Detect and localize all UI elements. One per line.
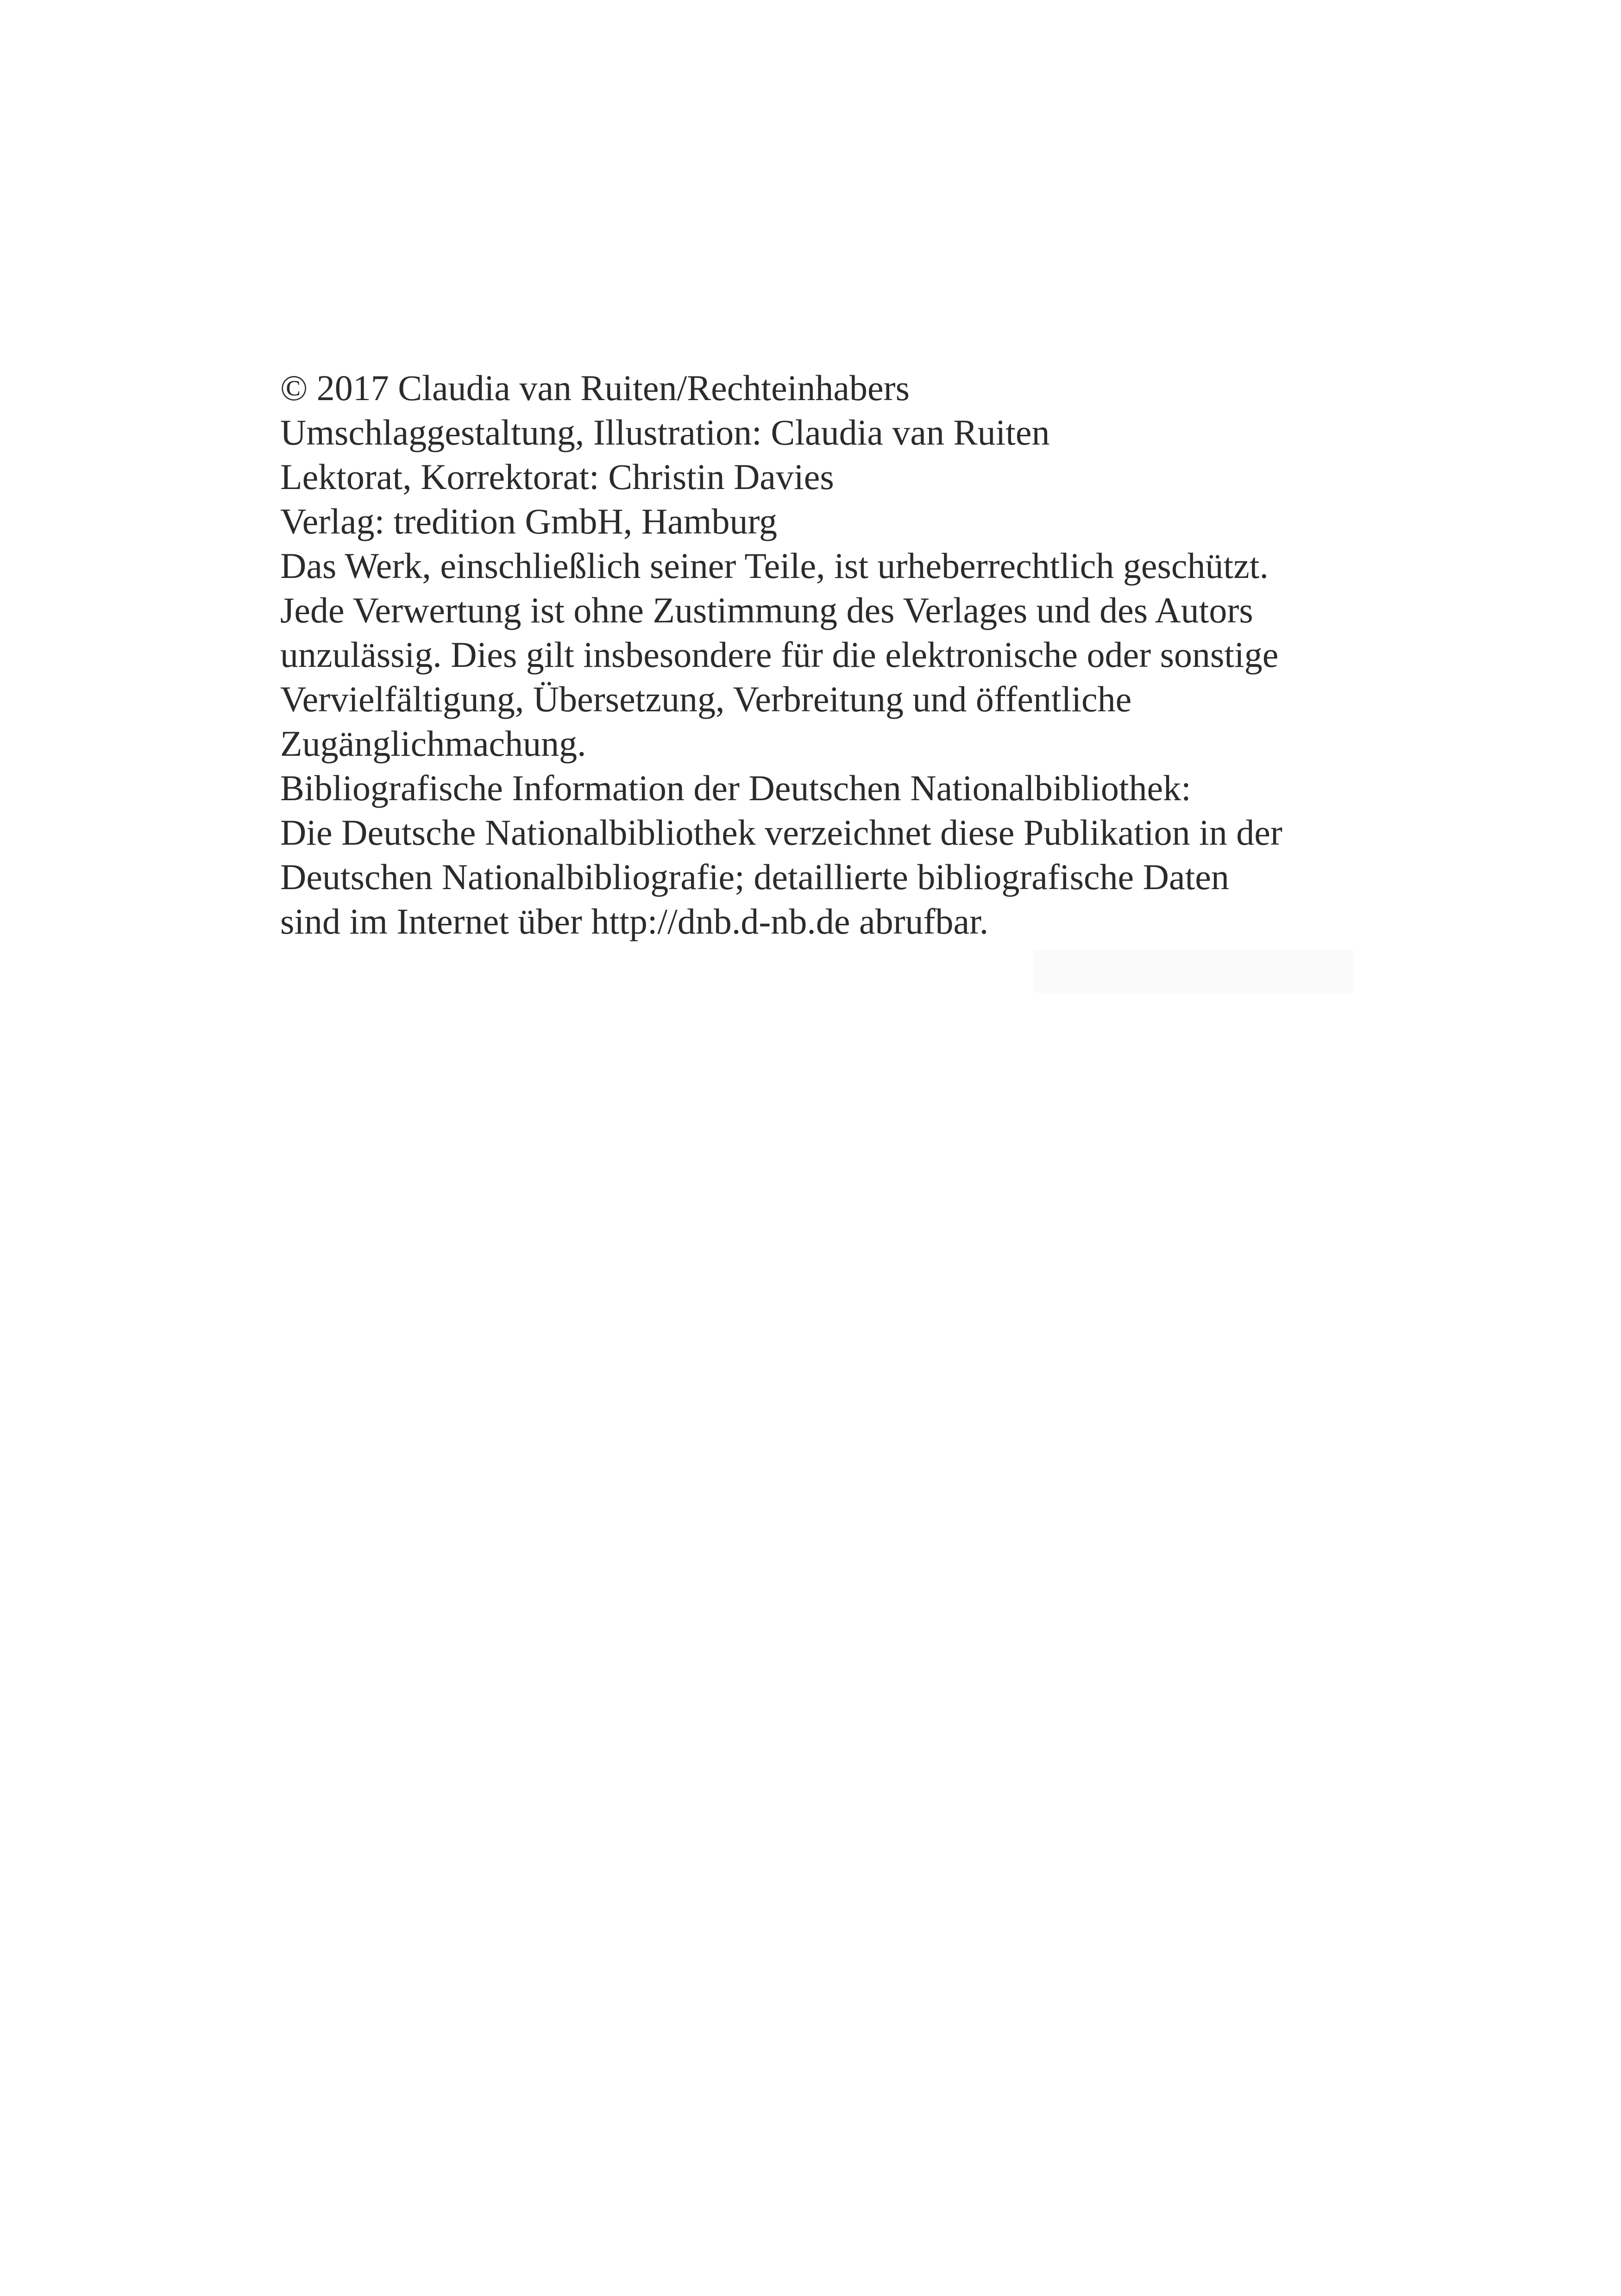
dnb-text-line: sind im Internet über http://dnb.d-nb.de abrufbar. <box>280 901 989 941</box>
blank-patch <box>1034 949 1353 993</box>
rights-text-line: Vervielfältigung, Übersetzung, Verbreitung und öffentliche <box>280 679 1132 719</box>
editing-credit-line: Lektorat, Korrektorat: Christin Davies <box>280 457 834 497</box>
rights-text-line: Zugänglichmachung. <box>280 723 586 764</box>
cover-credit-line: Umschlaggestaltung, Illustration: Claudia van Ruiten <box>280 412 1050 452</box>
dnb-text-line: Die Deutsche Nationalbibliothek verzeichnet diese Publikation in der <box>280 812 1282 853</box>
imprint-block <box>280 366 1373 944</box>
rights-text-line: Das Werk, einschließlich seiner Teile, ist urheberrechtlich geschützt. <box>280 546 1269 586</box>
rights-text-line: unzulässig. Dies gilt insbesondere für die elektronische oder sonstige <box>280 634 1279 675</box>
publisher-line: Verlag: tredition GmbH, Hamburg <box>280 501 778 541</box>
dnb-heading: Bibliografische Information der Deutschen Nationalbibliothek: <box>280 768 1191 808</box>
copyright-line: © 2017 Claudia van Ruiten/Rechteinhabers <box>280 368 910 408</box>
dnb-text-line: Deutschen Nationalbibliografie; detaillierte bibliografische Daten <box>280 857 1229 897</box>
rights-text-line: Jede Verwertung ist ohne Zustimmung des Verlages und des Autors <box>280 590 1253 630</box>
